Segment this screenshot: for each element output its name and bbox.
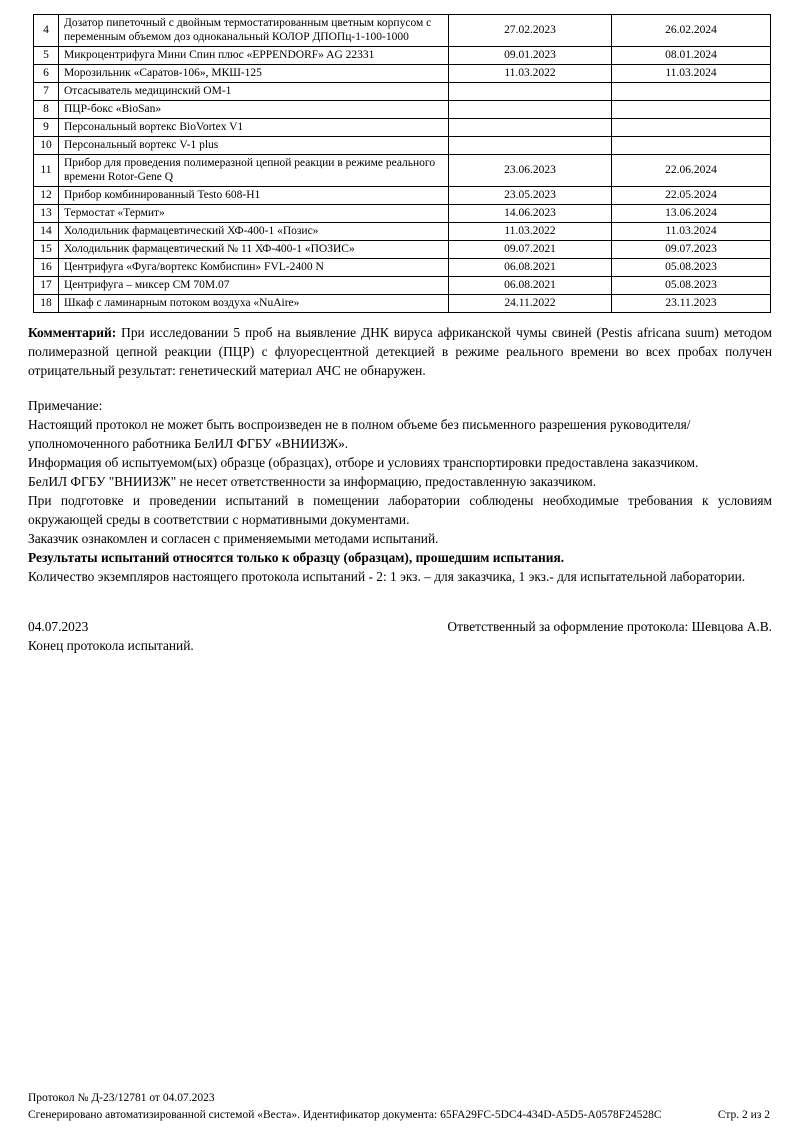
row-number: 13 <box>34 204 59 222</box>
notes-lines <box>28 415 772 548</box>
table-row <box>34 204 771 222</box>
equipment-name: Центрифуга «Фуга/вортекс Комбиспин» FVL-2400 N <box>59 258 449 276</box>
valid-until-date: 05.08.2023 <box>612 276 771 294</box>
table-row <box>34 46 771 64</box>
row-number: 15 <box>34 240 59 258</box>
notes-block <box>28 396 772 586</box>
document-body <box>28 323 772 655</box>
verification-date <box>449 118 612 136</box>
valid-until-date: 05.08.2023 <box>612 258 771 276</box>
equipment-name: Морозильник «Саратов-106», МКШ-125 <box>59 64 449 82</box>
valid-until-date: 09.07.2023 <box>612 240 771 258</box>
equipment-name: Дозатор пипеточный с двойным термостатированным цветным корпусом с переменным объемом доз одноканальный КОЛОР ДПОПц-1-100-1000 <box>59 15 449 47</box>
valid-until-date: 22.05.2024 <box>612 186 771 204</box>
valid-until-date <box>612 136 771 154</box>
page-footer <box>28 1090 770 1125</box>
table-row <box>34 276 771 294</box>
equipment-name: Отсасыватель медицинский ОМ-1 <box>59 82 449 100</box>
table-row <box>34 222 771 240</box>
signoff-row <box>28 617 772 636</box>
footer-generated-text: Сгенерировано автоматизированной системой «Веста». Идентификатор документа: 65FA29FC-5DC4-434D-A5D5-A0578F24528C <box>28 1108 662 1121</box>
footer-generated-row <box>28 1107 770 1124</box>
note-line: Информация об испытуемом(ых) образце (образцах), отборе и условиях транспортировки предоставлена заказчиком. <box>28 454 699 470</box>
end-of-protocol-line: Конец протокола испытаний. <box>28 637 194 653</box>
table-row <box>34 100 771 118</box>
verification-date: 23.06.2023 <box>449 154 612 186</box>
copies-line: Количество экземпляров настоящего протокола испытаний - 2: 1 экз. – для заказчика, 1 экз.- для испытательной лаборатории. <box>28 568 746 584</box>
row-number: 17 <box>34 276 59 294</box>
row-number: 6 <box>34 64 59 82</box>
table-row <box>34 82 771 100</box>
verification-date: 06.08.2021 <box>449 276 612 294</box>
notes-title: Примечание: <box>28 397 103 413</box>
row-number: 5 <box>34 46 59 64</box>
verification-date <box>449 82 612 100</box>
valid-until-date: 23.11.2023 <box>612 294 771 312</box>
table-row <box>34 15 771 47</box>
valid-until-date <box>612 82 771 100</box>
verification-date: 24.11.2022 <box>449 294 612 312</box>
row-number: 10 <box>34 136 59 154</box>
table-row <box>34 118 771 136</box>
row-number: 8 <box>34 100 59 118</box>
valid-until-date: 22.06.2024 <box>612 154 771 186</box>
valid-until-date: 11.03.2024 <box>612 222 771 240</box>
row-number: 4 <box>34 15 59 47</box>
footer-page-number: Стр. 2 из 2 <box>717 1108 770 1121</box>
table-row <box>34 64 771 82</box>
equipment-name: Персональный вортекс V-1 plus <box>59 136 449 154</box>
equipment-name: Шкаф с ламинарным потоком воздуха «NuAire» <box>59 294 449 312</box>
comment-paragraph <box>28 323 772 380</box>
valid-until-date: 08.01.2024 <box>612 46 771 64</box>
note-line: БелИЛ ФГБУ "ВНИИЗЖ" не несет ответственности за информацию, предоставленную заказчиком. <box>28 473 597 489</box>
results-bold-line: Результаты испытаний относятся только к образцу (образцам), прошедшим испытания. <box>28 549 565 565</box>
table-row <box>34 136 771 154</box>
verification-date: 11.03.2022 <box>449 64 612 82</box>
equipment-name: Прибор для проведения полимеразной цепной реакции в режиме реального времени Rotor-Gene Q <box>59 154 449 186</box>
row-number: 18 <box>34 294 59 312</box>
verification-date: 14.06.2023 <box>449 204 612 222</box>
valid-until-date: 11.03.2024 <box>612 64 771 82</box>
equipment-name: ПЦР-бокс «BioSan» <box>59 100 449 118</box>
row-number: 16 <box>34 258 59 276</box>
comment-label: Комментарий: <box>28 324 117 340</box>
equipment-name: Холодильник фармацевтический № 11 ХФ-400-1 «ПОЗИС» <box>59 240 449 258</box>
table-row <box>34 294 771 312</box>
row-number: 11 <box>34 154 59 186</box>
equipment-name: Термостат «Термит» <box>59 204 449 222</box>
note-line: Настоящий протокол не может быть воспроизведен не в полном объеме без письменного разрешения руководителя/уполномоченного работника БелИЛ ФГБУ «ВНИИЗЖ». <box>28 416 691 451</box>
table-row <box>34 258 771 276</box>
signoff-date: 04.07.2023 <box>28 618 89 634</box>
valid-until-date <box>612 118 771 136</box>
verification-date: 23.05.2023 <box>449 186 612 204</box>
verification-date: 11.03.2022 <box>449 222 612 240</box>
note-line: Заказчик ознакомлен и согласен с применяемыми методами испытаний. <box>28 530 439 546</box>
equipment-name: Прибор комбинированный Testo 608-H1 <box>59 186 449 204</box>
responsible-person: Ответственный за оформление протокола: Шевцова А.В. <box>447 618 772 634</box>
verification-date: 09.07.2021 <box>449 240 612 258</box>
row-number: 7 <box>34 82 59 100</box>
verification-date <box>449 136 612 154</box>
row-number: 12 <box>34 186 59 204</box>
valid-until-date: 13.06.2024 <box>612 204 771 222</box>
verification-date: 09.01.2023 <box>449 46 612 64</box>
table-row <box>34 154 771 186</box>
row-number: 14 <box>34 222 59 240</box>
verification-date <box>449 100 612 118</box>
equipment-name: Центрифуга – миксер СМ 70М.07 <box>59 276 449 294</box>
footer-protocol-number: Протокол № Д-23/12781 от 04.07.2023 <box>28 1091 215 1104</box>
table-row <box>34 240 771 258</box>
valid-until-date <box>612 100 771 118</box>
equipment-table-body <box>34 15 771 313</box>
verification-date: 06.08.2021 <box>449 258 612 276</box>
valid-until-date: 26.02.2024 <box>612 15 771 47</box>
row-number: 9 <box>34 118 59 136</box>
equipment-name: Микроцентрифуга Мини Спин плюс «EPPENDORF» AG 22331 <box>59 46 449 64</box>
verification-date: 27.02.2023 <box>449 15 612 47</box>
equipment-name: Холодильник фармацевтический ХФ-400-1 «Позис» <box>59 222 449 240</box>
equipment-table <box>33 14 771 313</box>
equipment-name: Персональный вортекс BioVortex V1 <box>59 118 449 136</box>
note-line: При подготовке и проведении испытаний в помещении лаборатории соблюдены необходимые требования к условиям окружающей среды в соответствии с нормативными документами. <box>28 492 772 527</box>
comment-text: При исследовании 5 проб на выявление ДНК вируса африканской чумы свиней (Pestis africana suum) методом полимеразной цепной реакции (ПЦР) с флуоресцентной детекцией в режиме реального времени во всех пробах получен отрицательный результат: генетический материал АЧС не обнаружен. <box>28 324 772 378</box>
table-row <box>34 186 771 204</box>
